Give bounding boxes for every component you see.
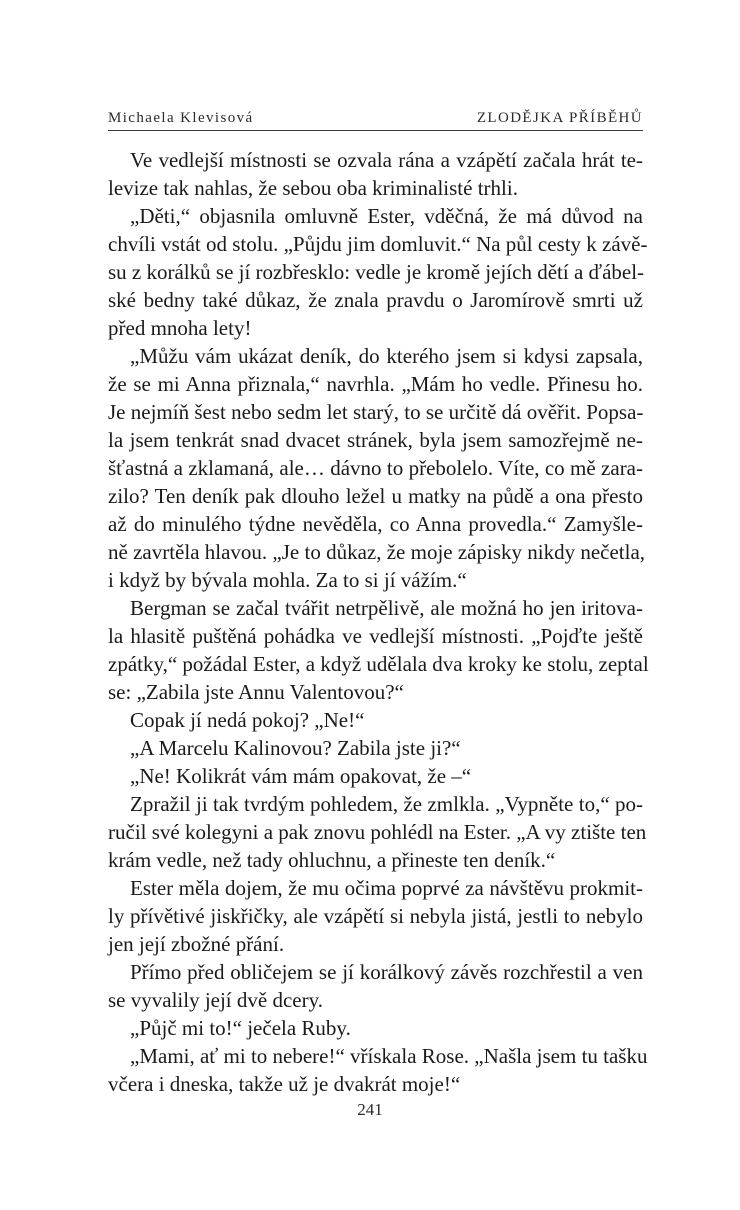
text-line: ské bedny také důkaz, že znala pravdu o Jaromírově smrti už <box>108 288 643 312</box>
text-line: su z korálků se jí rozbřesklo: vedle je kromě jejích dětí a ďábel- <box>108 260 645 284</box>
paragraph <box>108 706 643 734</box>
text-line: zilo? Ten deník pak dlouho ležel u matky na půdě a ona přesto <box>108 484 643 508</box>
text-line: chvíli vstát od stolu. „Půjdu jim domluvit.“ Na půl cesty k závě- <box>108 232 648 256</box>
text-line: la jsem tenkrát snad dvacet stránek, byla jsem samozřejmě ne- <box>108 428 643 452</box>
text-line: Přímo před obličejem se jí korálkový závěs rozchřestil a ven <box>130 960 643 984</box>
running-head <box>108 103 643 127</box>
text-line: ně zavrtěla hlavou. „Je to důkaz, že moje zápisky nikdy nečetla, <box>108 540 646 564</box>
text-line: Bergman se začal tvářit netrpělivě, ale možná ho jen iritova- <box>130 596 643 620</box>
text-line: že se mi Anna přiznala,“ navrhla. „Mám ho vedle. Přinesu ho. <box>108 372 643 396</box>
text-line: se: „Zabila jste Annu Valentovou?“ <box>108 680 404 704</box>
text-line: krám vedle, než tady ohluchnu, a přineste ten deník.“ <box>108 848 556 872</box>
paragraph <box>108 594 649 706</box>
body-text <box>108 146 649 1098</box>
running-head-title: ZLODĚJKA PŘÍBĚHŮ <box>476 110 643 126</box>
paragraph <box>108 874 643 958</box>
text-line: jen její zbožné přání. <box>108 932 285 956</box>
paragraph <box>108 734 643 762</box>
text-line: „Můžu vám ukázat deník, do kterého jsem si kdysi zapsala, <box>130 344 643 368</box>
text-line: Je nejmíň šest nebo sedm let starý, to se určitě dá ověřit. Popsa- <box>108 400 644 424</box>
text-line: až do minulého týdne nevěděla, co Anna provedla.“ Zamyšle- <box>108 512 643 536</box>
paragraph <box>108 202 648 342</box>
text-line: levize tak nahlas, že sebou oba kriminalisté trhli. <box>108 176 518 200</box>
text-line: včera i dneska, takže už je dvakrát moje!“ <box>108 1072 461 1096</box>
text-line: „A Marcelu Kalinovou? Zabila jste ji?“ <box>130 736 461 760</box>
text-line: „Děti,“ objasnila omluvně Ester, vděčná, že má důvod na <box>130 204 643 228</box>
paragraph <box>108 1014 643 1042</box>
paragraph <box>108 342 646 594</box>
text-line: Zpražil ji tak tvrdým pohledem, že zmlkla. „Vypněte to,“ po- <box>130 792 643 816</box>
text-line: před mnoha lety! <box>108 316 252 340</box>
header-rule <box>108 130 643 131</box>
text-line: Copak jí nedá pokoj? „Ne!“ <box>130 708 365 732</box>
text-line: i když by bývala mohla. Za to si jí vážím.“ <box>108 568 467 592</box>
text-line: la hlasitě puštěná pohádka ve vedlejší místnosti. „Pojďte ještě <box>108 624 643 648</box>
text-line: „Půjč mi to!“ ječela Ruby. <box>130 1016 351 1040</box>
paragraph <box>108 146 643 202</box>
text-line: šťastná a zklamaná, ale… dávno to přebolelo. Víte, co mě zara- <box>108 456 643 480</box>
text-line: „Ne! Kolikrát vám mám opakovat, že –“ <box>130 764 472 788</box>
text-line: ručil své kolegyni a pak znovu pohlédl na Ester. „A vy ztište ten <box>108 820 647 844</box>
running-head-author: Michaela Klevisová <box>108 110 254 126</box>
text-line: se vyvalily její dvě dcery. <box>108 988 323 1012</box>
page-number: 241 <box>357 1100 383 1119</box>
paragraph <box>108 958 643 1014</box>
text-line: ly přívětivé jiskřičky, ale vzápětí si nebyla jistá, jestli to nebylo <box>108 904 643 928</box>
paragraph <box>108 790 647 874</box>
text-line: zpátky,“ požádal Ester, a když udělala dva kroky ke stolu, zeptal <box>108 652 649 676</box>
text-line: Ester měla dojem, že mu očima poprvé za návštěvu prokmit- <box>130 876 643 900</box>
paragraph <box>108 762 643 790</box>
paragraph <box>108 1042 648 1098</box>
text-line: „Mami, ať mi to nebere!“ vřískala Rose. „Našla jsem tu tašku <box>130 1044 648 1068</box>
text-line: Ve vedlejší místnosti se ozvala rána a vzápětí začala hrát te- <box>130 148 643 172</box>
